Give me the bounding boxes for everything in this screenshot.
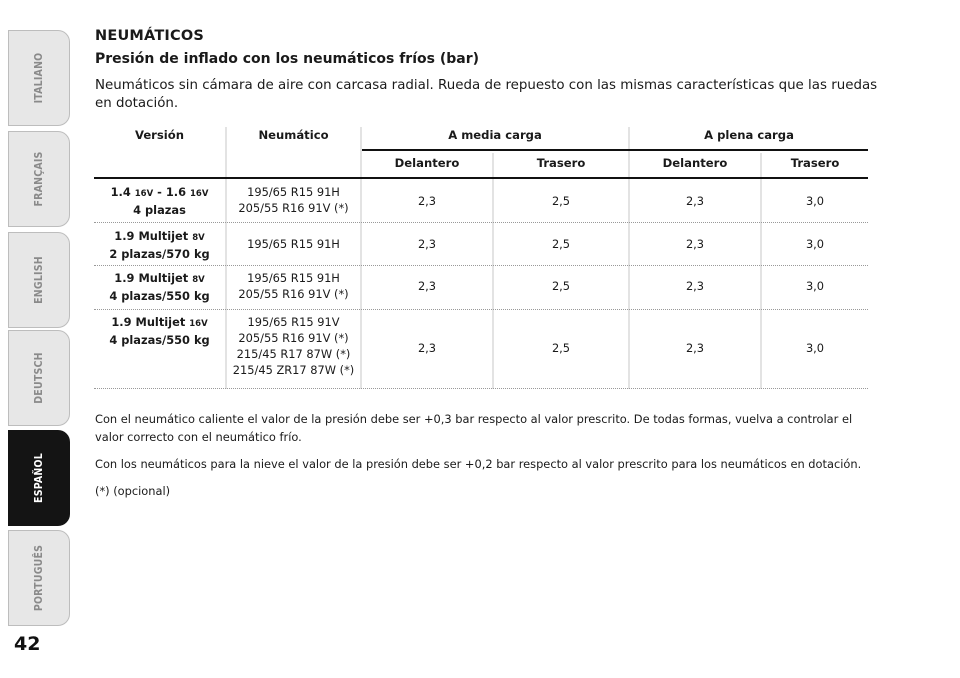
engine-valve-label: 16V	[189, 319, 208, 329]
tyre-size: 195/65 R15 91V	[247, 315, 340, 329]
full-rear-value: 3,0	[805, 194, 825, 208]
engine-valve-label: 8V	[192, 275, 205, 285]
tab-label: ESPAÑOL	[33, 453, 45, 503]
version-seats: 4 plazas/550 kg	[109, 289, 210, 303]
header-full-front: Delantero	[662, 156, 728, 170]
tab-espanol[interactable]	[8, 430, 70, 526]
row-version	[94, 184, 225, 218]
row-version	[94, 270, 225, 304]
note-optional: (*) (opcional)	[95, 484, 171, 498]
tab-portugues[interactable]	[8, 530, 70, 626]
full-rear-value: 3,0	[805, 237, 825, 251]
version-seats: 4 plazas	[133, 203, 186, 217]
subtitle: Presión de inflado con los neumáticos fríos (bar)	[95, 51, 479, 67]
tab-english[interactable]	[8, 232, 70, 328]
version-text: 1.4	[110, 185, 135, 199]
tyre-pressure-table	[94, 125, 868, 389]
row-divider	[94, 388, 868, 389]
header-bottom-rule	[94, 177, 868, 179]
full-front-value: 2,3	[685, 279, 705, 293]
tab-label: ENGLISH	[33, 256, 45, 304]
tyre-size: 215/45 R17 87W (*)	[236, 347, 351, 361]
half-front-value: 2,3	[417, 237, 437, 251]
version-text: 1.9 Multijet	[114, 229, 193, 243]
full-front-value: 2,3	[685, 194, 705, 208]
row-tyres	[227, 236, 360, 252]
tyre-size: 205/55 R16 91V (*)	[238, 331, 349, 345]
full-rear-value: 3,0	[805, 341, 825, 355]
tab-label: FRANÇAIS	[33, 151, 45, 207]
half-rear-value: 2,5	[551, 341, 571, 355]
row-tyres	[227, 270, 360, 302]
header-full-load: A plena carga	[704, 128, 794, 142]
tyre-size: 195/65 R15 91H	[247, 271, 340, 285]
header-half-rear: Trasero	[536, 156, 586, 170]
section-title: NEUMÁTICOS	[95, 28, 205, 44]
full-front-value: 2,3	[685, 341, 705, 355]
tab-italiano[interactable]	[8, 30, 70, 126]
version-text: 1.9 Multijet	[114, 271, 193, 285]
tyre-size: 215/45 ZR17 87W (*)	[232, 363, 355, 377]
note-hot-tyre: Con el neumático caliente el valor de la presión debe ser +0,3 bar respecto al valor prescrito. De todas formas, vuelva a controlar el valor correcto con el neumático frío.	[95, 412, 853, 444]
language-tabs	[0, 0, 72, 678]
header-half-front: Delantero	[394, 156, 460, 170]
row-tyres	[227, 314, 360, 378]
half-front-value: 2,3	[417, 194, 437, 208]
row-tyres	[227, 184, 360, 216]
version-seats: 4 plazas/550 kg	[109, 333, 210, 347]
header-divider	[362, 149, 868, 151]
tab-label: DEUTSCH	[33, 352, 45, 404]
tab-deutsch[interactable]	[8, 330, 70, 426]
engine-valve-label: 16V	[134, 189, 154, 199]
tyre-size: 195/65 R15 91H	[247, 237, 340, 251]
tab-label: PORTUGUÊS	[33, 544, 45, 612]
main-content	[95, 28, 895, 389]
intro-text: Neumáticos sin cámara de aire con carcasa radial. Rueda de repuesto con las mismas características que las ruedas en dotación.	[95, 78, 878, 111]
row-divider	[94, 222, 868, 223]
header-half-load: A media carga	[448, 128, 542, 142]
half-rear-value: 2,5	[551, 194, 571, 208]
page-number: 42	[14, 633, 41, 655]
tyre-size: 205/55 R16 91V (*)	[238, 201, 349, 215]
engine-valve-label: 8V	[192, 233, 205, 243]
header-version: Versión	[134, 128, 184, 142]
notes	[95, 410, 875, 509]
half-front-value: 2,3	[417, 279, 437, 293]
version-text: 1.9 Multijet	[111, 315, 190, 329]
version-text: - 1.6	[153, 185, 190, 199]
tab-label: ITALIANO	[33, 52, 45, 104]
row-divider	[94, 265, 868, 266]
header-full-rear: Trasero	[790, 156, 840, 170]
full-rear-value: 3,0	[805, 279, 825, 293]
row-version	[94, 314, 225, 348]
half-rear-value: 2,5	[551, 237, 571, 251]
note-snow-tyre: Con los neumáticos para la nieve el valor de la presión debe ser +0,2 bar respecto al valor prescrito para los neumáticos en dotación.	[95, 457, 862, 471]
version-seats: 2 plazas/570 kg	[109, 247, 210, 261]
tyre-size: 205/55 R16 91V (*)	[238, 287, 349, 301]
engine-valve-label: 16V	[189, 189, 209, 199]
header-tyre: Neumático	[258, 128, 329, 142]
tyre-size: 195/65 R15 91H	[247, 185, 340, 199]
half-rear-value: 2,5	[551, 279, 571, 293]
half-front-value: 2,3	[417, 341, 437, 355]
row-version	[94, 228, 225, 262]
row-divider	[94, 309, 868, 310]
tab-francais[interactable]	[8, 131, 70, 227]
full-front-value: 2,3	[685, 237, 705, 251]
